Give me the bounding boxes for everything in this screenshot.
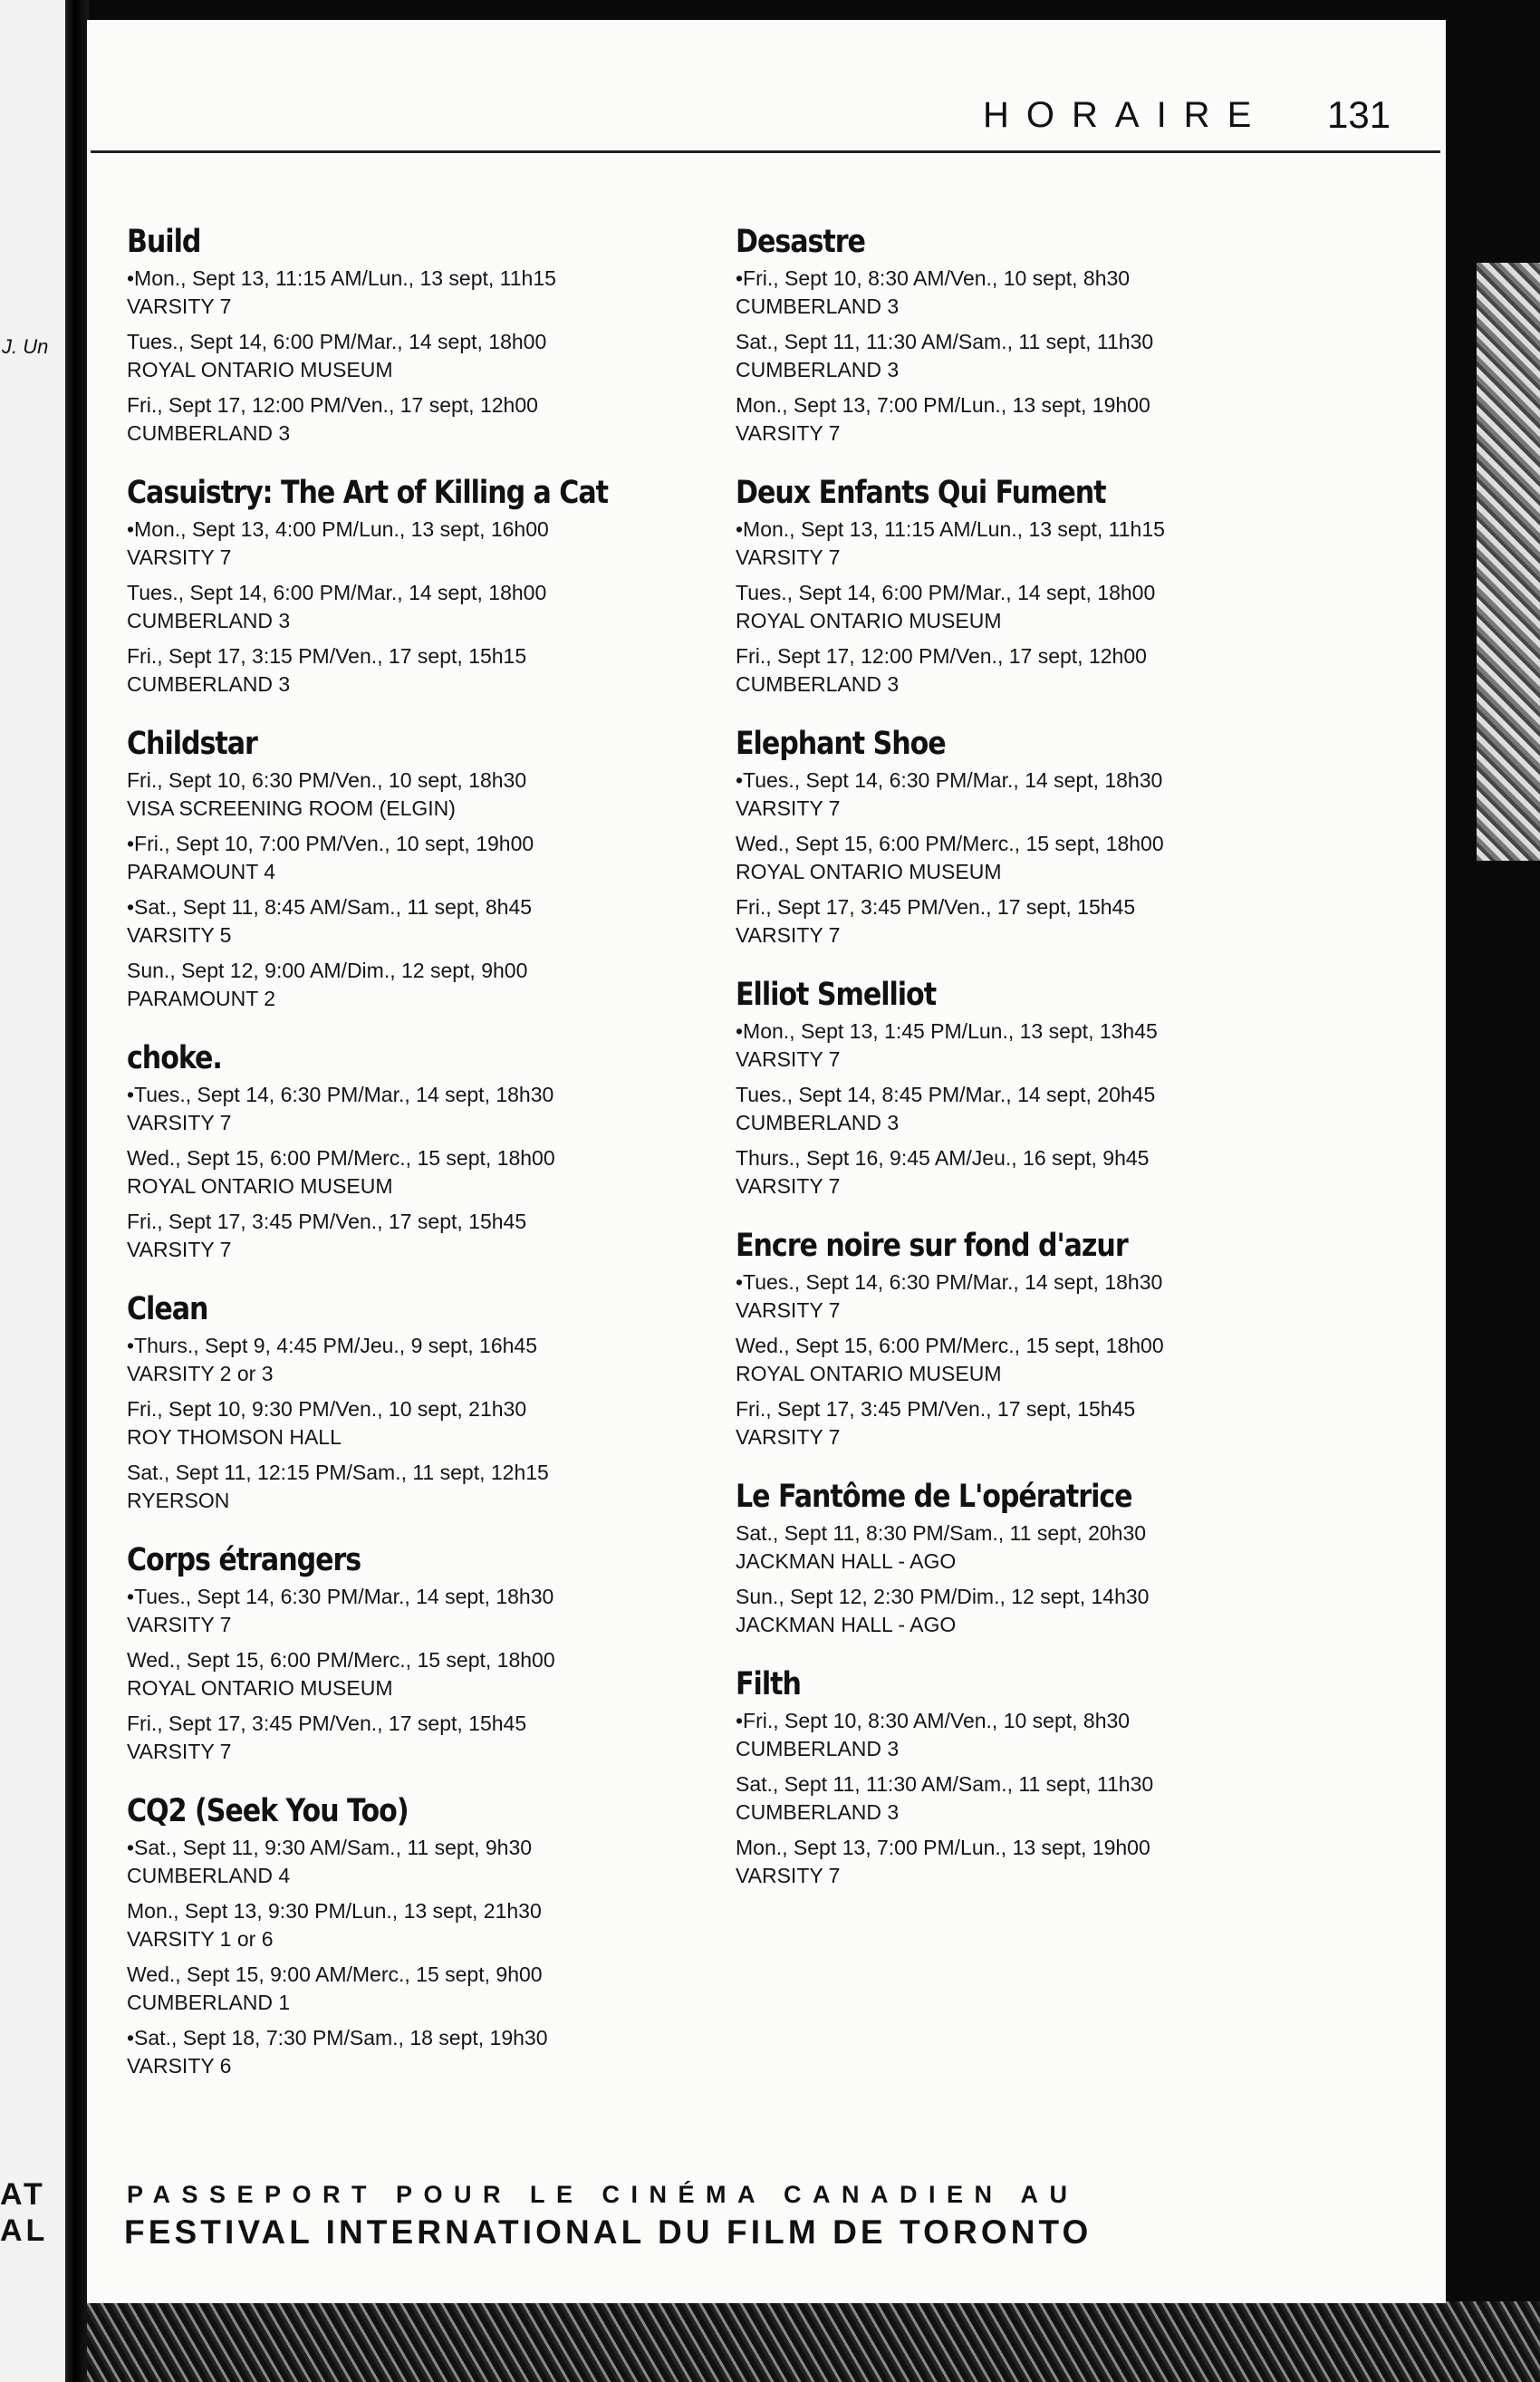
screening-datetime: Mon., Sept 13, 7:00 PM/Lun., 13 sept, 19h00 [736,1836,1150,1859]
screening-venue: VARSITY 7 [736,1425,841,1449]
screening [736,1017,1297,1074]
screening-venue: PARAMOUNT 4 [127,860,276,883]
screening-venue: VARSITY 6 [127,2054,232,2078]
film-entry [127,473,688,699]
screening-venue: VARSITY 7 [736,796,841,820]
film-title: Filth [736,1666,801,1702]
screening-venue: VARSITY 7 [127,1613,232,1636]
screening-datetime: Sun., Sept 12, 9:00 AM/Dim., 12 sept, 9h00 [127,959,528,982]
screening-datetime: Wed., Sept 15, 9:00 AM/Merc., 15 sept, 9h00 [127,1962,543,1986]
screening-datetime: •Thurs., Sept 9, 4:45 PM/Jeu., 9 sept, 16h45 [127,1334,537,1357]
screening [127,1081,688,1137]
film-title: choke. [127,1040,222,1076]
screening [736,642,1297,699]
screening-datetime: •Fri., Sept 10, 8:30 AM/Ven., 10 sept, 8h30 [736,266,1131,290]
screening-datetime: •Mon., Sept 13, 1:45 PM/Lun., 13 sept, 13h45 [736,1019,1158,1043]
screening-venue: CUMBERLAND 3 [736,294,900,318]
book-binding [65,0,89,2382]
screening-datetime: •Tues., Sept 14, 6:30 PM/Mar., 14 sept, 18h30 [127,1585,554,1608]
screening [127,1710,688,1766]
screening-datetime: Fri., Sept 10, 9:30 PM/Ven., 10 sept, 21h30 [127,1397,527,1421]
screening [127,391,688,448]
film-entry [736,1664,1297,1890]
screening-datetime: Wed., Sept 15, 6:00 PM/Merc., 15 sept, 18h00 [127,1146,555,1170]
screening-datetime: •Sat., Sept 18, 7:30 PM/Sam., 18 sept, 19h30 [127,2026,548,2049]
screening [127,1459,688,1515]
screening-datetime: Wed., Sept 15, 6:00 PM/Merc., 15 sept, 18h00 [736,1334,1164,1357]
screening-datetime: Fri., Sept 17, 12:00 PM/Ven., 17 sept, 12h00 [127,393,538,417]
film-entry [127,1540,688,1766]
screening-venue: ROYAL ONTARIO MUSEUM [736,860,1002,883]
section-header: HORAIRE [983,95,1269,135]
facing-page-fragment: J. Un [2,335,49,358]
film-title: CQ2 (Seek You Too) [127,1793,409,1829]
screening-venue: CUMBERLAND 4 [127,1864,291,1887]
facing-page-fragment-bottom-1: AT [0,2177,46,2212]
screening-datetime: •Sat., Sept 11, 9:30 AM/Sam., 11 sept, 9h30 [127,1836,533,1859]
screening-venue: PARAMOUNT 2 [127,987,276,1010]
screening-datetime: Mon., Sept 13, 9:30 PM/Lun., 13 sept, 21h30 [127,1899,542,1923]
screening-venue: CUMBERLAND 3 [736,1111,900,1134]
screening-datetime: Sat., Sept 11, 11:30 AM/Sam., 11 sept, 11h30 [736,330,1154,353]
screening-venue: JACKMAN HALL - AGO [736,1549,957,1573]
screening-datetime: Fri., Sept 17, 12:00 PM/Ven., 17 sept, 12h00 [736,644,1147,668]
film-title: Deux Enfants Qui Fument [736,475,1106,511]
screening-datetime: Fri., Sept 17, 3:45 PM/Ven., 17 sept, 15h45 [736,1397,1136,1421]
screening-venue: RYERSON [127,1489,230,1512]
screening [127,516,688,572]
screening [127,767,688,823]
screening [127,1834,688,1890]
film-entry [736,222,1297,448]
screening-venue: ROYAL ONTARIO MUSEUM [736,1362,1002,1385]
screening-venue: JACKMAN HALL - AGO [736,1613,957,1636]
screening-datetime: Wed., Sept 15, 6:00 PM/Merc., 15 sept, 18h00 [127,1648,555,1672]
film-entry [127,724,688,1013]
screening [127,265,688,321]
screening [127,1646,688,1702]
screening-venue: ROYAL ONTARIO MUSEUM [127,1174,393,1198]
screening-venue: VARSITY 5 [127,923,232,947]
screening [736,1081,1297,1137]
screening-datetime: Wed., Sept 15, 6:00 PM/Merc., 15 sept, 18h00 [736,832,1164,855]
screening [127,1144,688,1201]
screening-venue: VARSITY 7 [736,1864,841,1887]
screening [127,1897,688,1953]
screening-datetime: Fri., Sept 17, 3:15 PM/Ven., 17 sept, 15h15 [127,644,527,668]
screening-venue: VARSITY 7 [127,1111,232,1134]
screening [127,2024,688,2080]
screening [736,1770,1297,1827]
screening-venue: VARSITY 1 or 6 [127,1927,274,1951]
film-title: Desastre [736,224,865,260]
screening [736,1834,1297,1890]
screening [736,1583,1297,1639]
screening-datetime: Fri., Sept 10, 6:30 PM/Ven., 10 sept, 18h30 [127,768,527,792]
facing-page-fragment-bottom-2: AL [0,2213,49,2248]
film-title: Corps étrangers [127,1542,361,1578]
schedule-column-left [127,222,688,2106]
screening-datetime: •Tues., Sept 14, 6:30 PM/Mar., 14 sept, 18h30 [736,1270,1163,1294]
screening [736,1268,1297,1325]
film-entry [736,473,1297,699]
screening-venue: VARSITY 7 [127,1740,232,1763]
screening [127,1332,688,1388]
screening-datetime: •Sat., Sept 11, 8:45 AM/Sam., 11 sept, 8h45 [127,895,533,919]
screening-venue: CUMBERLAND 3 [127,421,291,445]
screening-venue: VARSITY 7 [127,545,232,569]
screening [736,1332,1297,1388]
screening-datetime: Sun., Sept 12, 2:30 PM/Dim., 12 sept, 14h30 [736,1585,1150,1608]
screening-venue: CUMBERLAND 3 [736,672,900,696]
screening-datetime: •Fri., Sept 10, 7:00 PM/Ven., 10 sept, 19h00 [127,832,534,855]
screening-datetime: Tues., Sept 14, 8:45 PM/Mar., 14 sept, 20h45 [736,1083,1156,1106]
screening-venue: VISA SCREENING ROOM (ELGIN) [127,796,456,820]
screening-datetime: Tues., Sept 14, 6:00 PM/Mar., 14 sept, 18h00 [736,581,1156,604]
film-entry [127,1038,688,1264]
screening [736,893,1297,950]
screening-venue: VARSITY 7 [127,1238,232,1261]
screening-venue: CUMBERLAND 3 [736,358,900,381]
screening [127,1208,688,1264]
screening-venue: ROYAL ONTARIO MUSEUM [736,609,1002,632]
film-entry [736,975,1297,1201]
screening [127,957,688,1013]
screening-datetime: •Tues., Sept 14, 6:30 PM/Mar., 14 sept, 18h30 [127,1083,554,1106]
screening [127,1961,688,2017]
screening [127,893,688,950]
screening-datetime: •Mon., Sept 13, 4:00 PM/Lun., 13 sept, 16h00 [127,517,549,541]
screening-datetime: Sat., Sept 11, 12:15 PM/Sam., 11 sept, 12h15 [127,1461,549,1484]
film-title: Clean [127,1291,208,1327]
screening [736,767,1297,823]
screening [736,265,1297,321]
film-entry [127,1289,688,1515]
film-title: Casuistry: The Art of Killing a Cat [127,475,608,511]
screening-venue: ROYAL ONTARIO MUSEUM [127,1676,393,1700]
screening-datetime: Fri., Sept 17, 3:45 PM/Ven., 17 sept, 15h45 [736,895,1136,919]
screening-datetime: Fri., Sept 17, 3:45 PM/Ven., 17 sept, 15h45 [127,1712,527,1735]
screening [736,1144,1297,1201]
screening [127,328,688,384]
screening-venue: VARSITY 7 [736,1174,841,1198]
screening-venue: VARSITY 7 [736,1298,841,1322]
screening-datetime: •Mon., Sept 13, 11:15 AM/Lun., 13 sept, 11h15 [736,517,1165,541]
screening-datetime: Tues., Sept 14, 6:00 PM/Mar., 14 sept, 18h00 [127,581,547,604]
screening [736,830,1297,886]
screening-datetime: •Tues., Sept 14, 6:30 PM/Mar., 14 sept, 18h30 [736,768,1163,792]
screening-venue: VARSITY 7 [127,294,232,318]
film-entry [736,724,1297,950]
screening-datetime: Thurs., Sept 16, 9:45 AM/Jeu., 16 sept, 9h45 [736,1146,1150,1170]
film-title: Encre noire sur fond d'azur [736,1228,1128,1264]
screening-venue: VARSITY 2 or 3 [127,1362,274,1385]
screening-venue: CUMBERLAND 1 [127,1991,291,2014]
scan-edge-texture [1477,263,1540,861]
header-rule [91,150,1440,153]
page-number: 131 [1327,93,1391,136]
screening [736,1707,1297,1763]
film-title: Childstar [127,726,257,762]
screening [127,579,688,635]
screening [127,1395,688,1451]
film-entry [127,1791,688,2080]
screening [736,579,1297,635]
screening-venue: ROYAL ONTARIO MUSEUM [127,358,393,381]
screening [736,516,1297,572]
screening-datetime: •Fri., Sept 10, 8:30 AM/Ven., 10 sept, 8h30 [736,1709,1131,1732]
screening [736,1395,1297,1451]
film-entry [736,1477,1297,1639]
screening [736,1519,1297,1576]
screening-datetime: Sat., Sept 11, 11:30 AM/Sam., 11 sept, 11h30 [736,1772,1154,1796]
screening-venue: VARSITY 7 [736,923,841,947]
screening-venue: CUMBERLAND 3 [736,1737,900,1760]
screening-venue: CUMBERLAND 3 [127,672,291,696]
film-title: Le Fantôme de L'opératrice [736,1479,1132,1515]
screening [127,830,688,886]
film-title: Elephant Shoe [736,726,946,762]
screening-venue: VARSITY 7 [736,1047,841,1071]
screening [127,642,688,699]
screening-datetime: •Mon., Sept 13, 11:15 AM/Lun., 13 sept, 11h15 [127,266,556,290]
screening-venue: VARSITY 7 [736,421,841,445]
screening-venue: VARSITY 7 [736,545,841,569]
film-title: Build [127,224,201,260]
scan-bottom-texture [87,2301,1540,2382]
footer-tagline: PASSEPORT POUR LE CINÉMA CANADIEN AU [127,2181,1079,2208]
screening-venue: ROY THOMSON HALL [127,1425,342,1449]
screening [127,1583,688,1639]
screening-datetime: Sat., Sept 11, 8:30 PM/Sam., 11 sept, 20h30 [736,1521,1147,1545]
schedule-column-right [736,222,1297,1915]
screening-venue: CUMBERLAND 3 [127,609,291,632]
film-entry [127,222,688,448]
screening [736,328,1297,384]
screening [736,391,1297,448]
screening-datetime: Fri., Sept 17, 3:45 PM/Ven., 17 sept, 15h45 [127,1210,527,1233]
film-entry [736,1226,1297,1451]
screening-datetime: Mon., Sept 13, 7:00 PM/Lun., 13 sept, 19h00 [736,393,1150,417]
screening-datetime: Tues., Sept 14, 6:00 PM/Mar., 14 sept, 18h00 [127,330,547,353]
footer-festival-name: FESTIVAL INTERNATIONAL DU FILM DE TORONTO [124,2213,1092,2251]
film-title: Elliot Smelliot [736,977,937,1013]
screening-venue: CUMBERLAND 3 [736,1800,900,1824]
